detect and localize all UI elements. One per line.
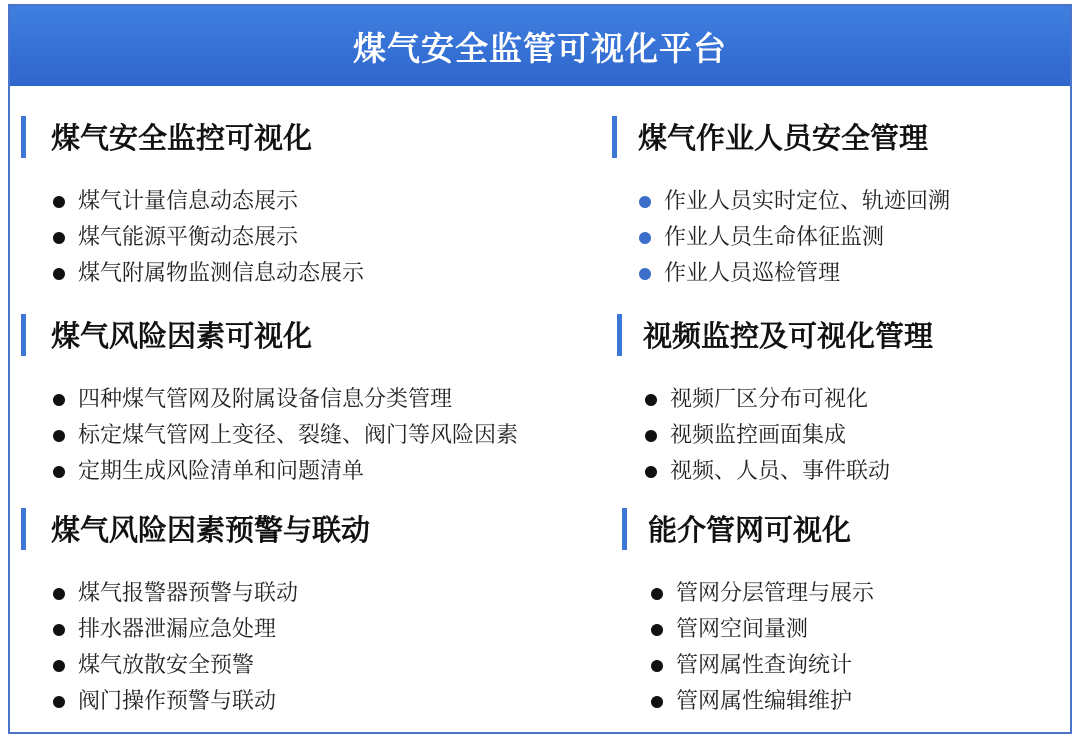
bullet-icon (53, 466, 65, 478)
item-text: 煤气附属物监测信息动态展示 (78, 261, 365, 286)
platform-title: 煤气安全监管可视化平台 (353, 28, 727, 68)
section-gas-safety-monitoring (21, 114, 365, 286)
list-item (645, 454, 890, 490)
item-text: 视频监控画面集成 (670, 423, 847, 448)
bullet-icon (639, 268, 651, 280)
section-accent-bar (612, 116, 617, 158)
bullet-icon (53, 268, 65, 280)
item-list (53, 184, 364, 292)
list-item (53, 184, 364, 220)
item-text: 管网空间量测 (676, 617, 809, 642)
item-list (651, 576, 874, 720)
bullet-icon (645, 394, 657, 406)
section-header (617, 312, 933, 356)
section-accent-bar (21, 508, 26, 550)
section-accent-bar (622, 508, 627, 550)
item-text: 阀门操作预警与联动 (78, 689, 277, 714)
section-pipe-network (622, 506, 875, 714)
list-item (645, 382, 890, 418)
bullet-icon (651, 696, 663, 708)
section-title: 能介管网可视化 (648, 512, 852, 547)
item-text: 作业人员实时定位、轨迹回溯 (664, 189, 951, 214)
title-banner (10, 6, 1070, 86)
item-text: 视频、人员、事件联动 (670, 459, 891, 484)
section-title: 视频监控及可视化管理 (643, 318, 934, 353)
section-gas-risk-warning (21, 506, 371, 714)
item-text: 排水器泄漏应急处理 (78, 617, 277, 642)
bullet-icon (53, 624, 65, 636)
section-header (21, 312, 312, 356)
item-text: 四种煤气管网及附属设备信息分类管理 (78, 387, 453, 412)
item-text: 煤气计量信息动态展示 (78, 189, 299, 214)
list-item (53, 648, 298, 684)
list-item (53, 418, 518, 454)
bullet-icon (53, 232, 65, 244)
section-title: 煤气风险因素可视化 (51, 318, 313, 353)
item-list (53, 576, 298, 720)
item-text: 作业人员巡检管理 (664, 261, 841, 286)
bullet-icon (53, 430, 65, 442)
list-item (651, 576, 874, 612)
bullet-icon (53, 588, 65, 600)
list-item (651, 648, 874, 684)
section-header (622, 506, 851, 550)
bullet-icon (651, 624, 663, 636)
item-list (639, 184, 950, 292)
list-item (53, 684, 298, 720)
item-text: 定期生成风险清单和问题清单 (78, 459, 365, 484)
bullet-icon (639, 232, 651, 244)
item-text: 煤气报警器预警与联动 (78, 581, 299, 606)
item-text: 管网属性编辑维护 (676, 689, 853, 714)
list-item (639, 184, 950, 220)
item-text: 标定煤气管网上变径、裂缝、阀门等风险因素 (78, 423, 519, 448)
section-header (21, 506, 370, 550)
item-text: 视频厂区分布可视化 (670, 387, 869, 412)
list-item (53, 576, 298, 612)
list-item (651, 684, 874, 720)
list-item (53, 382, 518, 418)
bullet-icon (53, 394, 65, 406)
list-item (53, 256, 364, 292)
item-list (645, 382, 890, 490)
section-header (21, 114, 312, 158)
section-header (612, 114, 928, 158)
bullet-icon (53, 660, 65, 672)
item-text: 管网属性查询统计 (676, 653, 853, 678)
list-item (639, 256, 950, 292)
item-list (53, 382, 518, 490)
list-item (651, 612, 874, 648)
bullet-icon (53, 196, 65, 208)
list-item (639, 220, 950, 256)
list-item (645, 418, 890, 454)
section-title: 煤气作业人员安全管理 (638, 120, 929, 155)
section-accent-bar (21, 314, 26, 356)
item-text: 煤气放散安全预警 (78, 653, 255, 678)
item-text: 煤气能源平衡动态展示 (78, 225, 299, 250)
section-accent-bar (21, 116, 26, 158)
bullet-icon (53, 696, 65, 708)
section-gas-risk-factors (21, 312, 519, 484)
bullet-icon (645, 430, 657, 442)
list-item (53, 612, 298, 648)
section-worker-safety (612, 114, 951, 286)
list-item (53, 220, 364, 256)
section-accent-bar (617, 314, 622, 356)
section-video-monitoring (617, 312, 934, 484)
item-text: 作业人员生命体征监测 (664, 225, 885, 250)
bullet-icon (645, 466, 657, 478)
bullet-icon (639, 196, 651, 208)
bullet-icon (651, 660, 663, 672)
list-item (53, 454, 518, 490)
bullet-icon (651, 588, 663, 600)
section-title: 煤气风险因素预警与联动 (51, 512, 371, 547)
item-text: 管网分层管理与展示 (676, 581, 875, 606)
section-title: 煤气安全监控可视化 (51, 120, 313, 155)
